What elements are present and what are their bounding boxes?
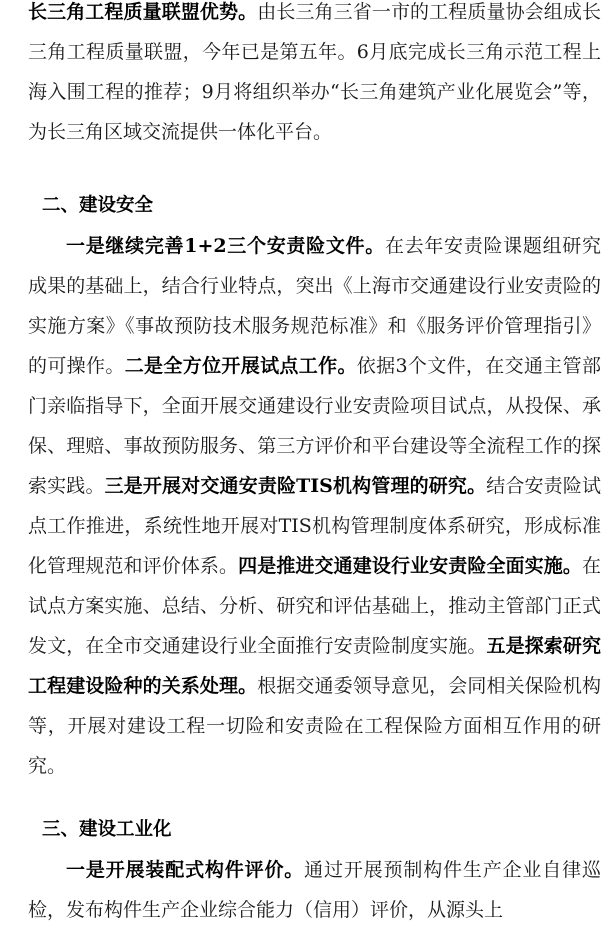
section-two-point-4-text: 在试点方案实施、总结、分析、研究和评估基础上，推动主管部门正式发文，在全市交通建设行业全面推行安责险制度实施。 — [28, 555, 601, 657]
section-three-heading: 三、建设工业化 — [42, 819, 172, 840]
intro-text: 由长三角三省一市的工程质量协会组成长三角工程质量联盟，今年已是第五年。6月底完成长三角示范工程上海入围工程的推荐；9月将组织举办“长三角建筑产业化展览会”等，为长三角区域交流提供一体化平台。 — [28, 1, 601, 143]
section-two-point-1-text: 在去年安责险课题组研究成果的基础上，结合行业特点，突出《上海市交通建设行业安责险的实施方案》《事故预防技术服务规范标准》和《服务评价管理指引》的可操作。 — [28, 235, 601, 377]
section-two-point-3-text: 结合安责险试点工作推进，系统性地开展对TIS机构管理制度体系研究，形成标准化管理规范和评价体系。 — [28, 475, 601, 577]
intro-bold-lead: 长三角工程质量联盟优势。 — [28, 1, 258, 23]
section-two-heading: 二、建设安全 — [42, 195, 154, 216]
section-two-point-1-bold: 一是继续完善1+2三个安责险文件。 — [66, 235, 385, 257]
section-two-point-5-text: 根据交通委领导意见，会同相关保险机构等，开展对建设工程一切险和安责险在工程保险方面相互作用的研究。 — [28, 675, 601, 777]
section-two-point-2-text: 依据3个文件，在交通主管部门亲临指导下，全面开展交通建设行业安责险项目试点，从投保、承保、理赔、事故预防服务、第三方评价和平台建设等全流程工作的探索实践。 — [28, 355, 601, 497]
section-three-point-1-text: 通过开展预制构件生产企业自律巡检，发布构件生产企业综合能力（信用）评价，从源头上 — [28, 859, 601, 921]
section-two-point-3-bold: 三是开展对交通安责险TIS机构管理的研究。 — [104, 475, 487, 497]
section-two-point-2-bold: 二是全方位开展试点工作。 — [124, 355, 357, 377]
section-three-paragraph — [28, 850, 601, 930]
intro-paragraph — [28, 0, 601, 152]
section-two-paragraph — [28, 226, 601, 786]
section-two-point-4-bold: 四是推进交通建设行业安责险全面实施。 — [238, 555, 582, 577]
section-three-point-1-bold: 一是开展装配式构件评价。 — [66, 859, 305, 881]
section-two-point-5-bold: 五是探索研究工程建设险种的关系处理。 — [28, 635, 601, 697]
